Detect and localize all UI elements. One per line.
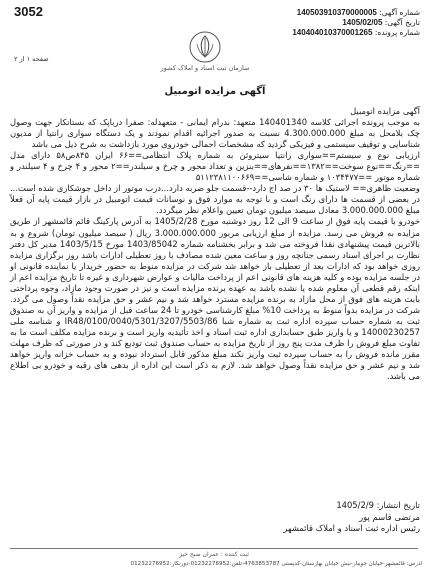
page-indicator: صفحه ۱ از ۲ [14, 55, 49, 63]
organization-name: سازمان ثبت اسناد و املاک کشور [160, 64, 250, 72]
emblem-icon [188, 30, 222, 64]
body-paragraph-case: به موجب پرونده اجرائی کلاسه 140401340 متعهد: بدرام ایمانی - متعهدله: صفرا درباپک که بستانکار جهت وصول چک بلامحل به مبلغ 4.300.000.000 نسبت به صدور اجرائیه اقدام نمودند و یک دستگاه سواری رانتیا از مدیون شناسایی و توقیف سیستمی و فیزیکی گردید که مشخصات اجمالی خودروی مورد بازداشت به شرح ذیل می باشد [10, 117, 420, 150]
ad-number: 3052 [14, 4, 43, 19]
meta-case-number: شماره پرونده: 140404010370001265 [292, 28, 420, 37]
body-heading: آگهی مزایده اتومبیل [350, 106, 420, 116]
page-title: آگهی مزایده اتومبیل [164, 86, 266, 97]
footer-address: آدرس: قائمشهر-خیابان جویبار-نبش خیابان بهارستان-کدپستی 4763853787-تلفن:01232276952-دورنگار:01232276952 [130, 561, 422, 567]
footer-divider [10, 548, 418, 549]
ad-meta [224, 8, 420, 38]
ad-body [10, 106, 420, 382]
body-paragraph-vehicle: ارزیابی نوع و سیستم==سواری رانتیا سیتروئن به شماره پلاک انتظامی==۶۶ ایران ۸۴۵ص۵۸ دارای مدل ==رنگ==نوع سوخت==۱۳۸۲==نفرهای==بنزین و تعداد محور و چرخ و سیلندر==۲ محور و ۴ چرخ و ۴ سیلندر و شماره موتور ==۱۰۳۴۴۷۷ و شماره شاسی==۵۱۱۲۳۸۱۱۰۰۶۶۹ [10, 150, 420, 183]
signature-block [240, 500, 420, 535]
body-paragraph-terms: خودرو با قیمت پایه فوق از ساعت 9 الی 12 روز دوشنبه مورخ 1405/2/28 به آدرس پارکینگ قائم قائمشهر از طریق مزایده به فروش می رسد. مزایده از مبلغ ارزیابی مربور 3.000.000.000 ریال ( سیصد میلیون تومان) شروع و به بالاترین قیمت پیشنهادی نقدا فروخته می شد و برابر بخشنامه شماره 1403/85042 مورخ 1403/5/15 مدیر کل دفتر نظارت بر اجرای اسناد رسمی جنانچه روز و ساعت معین شده مصادف با روز تعطیلی ادارات باشد روز برگزاری مزایده روزی خواهد بود که ادارات بعد از تعطیلی باز خواهد شد شرکت در مزایده منوط به حضور خریدار یا نماینده قانونی او در جلسه مزایده بوده و کلیه هزینه های قانونی اعم از پرداخت مالیات و عوارض شهرداری و غیره تا تاریخ مزایده اعم از اینکه رقم قطعی آن معلوم شده یا نشده باشد به عهده برنده مزایده است و نیز در صورت وجود مازاد، وجوه پرداختی بابت هزینه های فوق از محل مازاد به برنده مزایده مسترد خواهد شد و نیم عشر و حق مزایده نقداً وصول می گردد. شرکت در مزایده بدواً منوط به پرداخت 10% مبلغ کارشناسی خودرو تا 24 ساعت قبل از مزایده و واریز آن به صندوق ثبت به شماره حساب سپرده اداره ثبت به شماره شبا IR48/0100/0040/5301/3207/5503/86 و شناسه ملی 14000230257 و یا واریز طبق حسابداری اداره ثبت اسناد و اخذ تأئیدیه واریز است و برنده مزایده مکلف است ما به تفاوت مبلغ فروش را ظرف مدت پنج روز از تاریخ مزایده به حساب صندوق ثبت تودیع کند و در صورتی که ظرف مهلت مقرر مانده فروش را به حساب سپرده ثبت واریز نکند مبلغ مذکور قابل استرداد نبوده و به حساب خزانه واریز خواهد شد و نیم عشر و حق مزایده نقداً وصول خواهد شد. لازم به ذکر است این اداره از بدهی های رقبه و خودرو بی اطلاع می باشد. [10, 216, 420, 382]
registrar: ثبت کننده : عمران صبح خیز [179, 551, 249, 558]
meta-ad-number: شماره آگهی: 140503910370000005 [296, 8, 420, 17]
signer-position: رئیس اداره ثبت اسناد و املاک قائمشهر [283, 523, 420, 533]
meta-ad-date: تاریخ آگهی: 1405/02/05 [342, 18, 420, 27]
signer-name: مرتضی قاسم پور [359, 511, 420, 522]
publish-date: تاریخ انتشار: 1405/2/9 [336, 500, 420, 510]
body-paragraph-condition: وضعیت ظاهری== لاستیک ها ۳۰ در صد اج دارد--قسمت جلو ضربه دارد...درب موتور از داخل جوشکاری شده است... در بعضی از قسمت ها دارای رنگ است و با توجه به موارد فوق و نوسانات قیمت اتومبیل در بازار قیمت پایه آن فعلاً مبلغ 3.000.000.000 معادل سیصد میلیون تومان تعیین واعلام نظر میگردد. [10, 183, 420, 216]
